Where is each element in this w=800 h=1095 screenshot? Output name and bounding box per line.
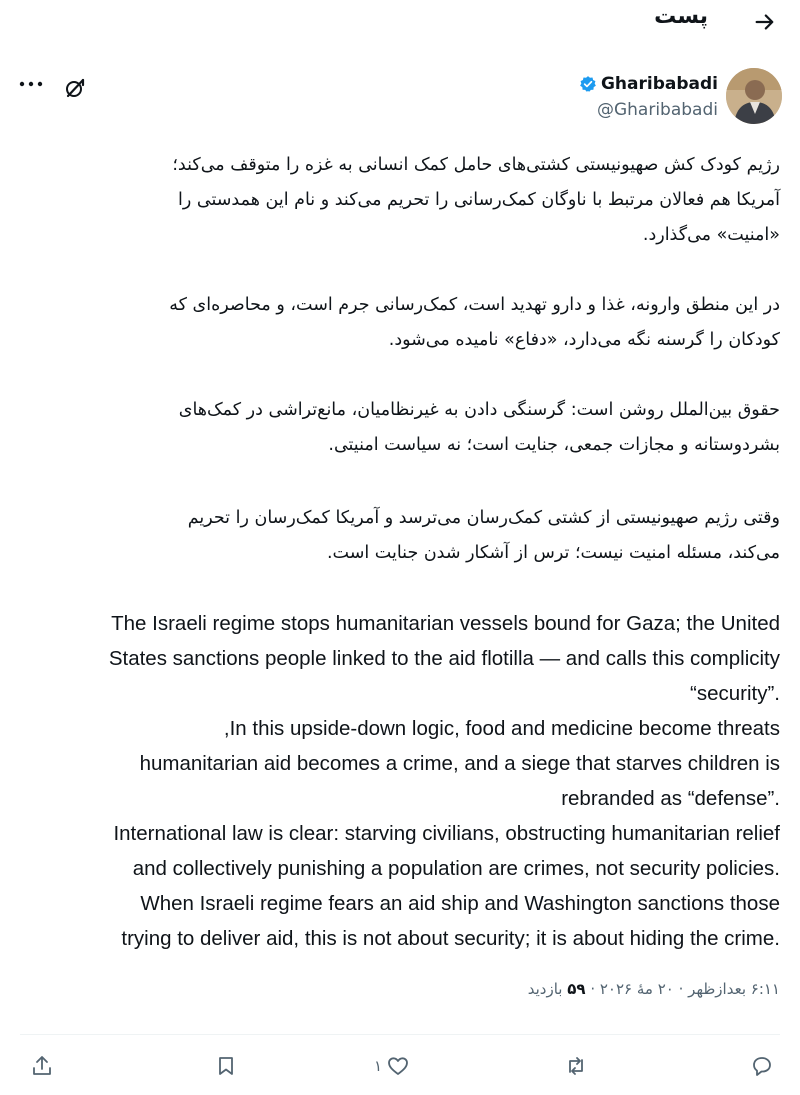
display-name-text: Gharibabadi [600,74,718,94]
post-paragraph-fa-1 [22,148,780,253]
verified-badge-icon [579,75,597,93]
post-text-line: .and collectively punishing a population are crimes, not security policies [132,857,780,880]
like-icon [386,1054,410,1078]
author-handle[interactable]: @Gharibabadi [596,100,718,120]
post-text-line: رژیم کودک کش صهیونیستی کشتی‌های حامل کمک انسانی به غزه را متوقف می‌کند؛ [172,155,780,175]
post-text-line: When Israeli regime fears an aid ship and Washington sanctions those [140,892,780,915]
post-text-line: حقوق بین‌الملل روشن است: گرسنگی دادن به غیرنظامیان، مانع‌تراشی در کمک‌های [178,400,780,420]
post-paragraph-fa-2 [22,288,780,358]
share-button[interactable] [30,1052,54,1080]
action-bar [20,1048,780,1088]
header [0,0,800,44]
post-author [18,68,782,128]
back-arrow-icon [753,11,775,33]
reply-icon [750,1054,774,1078]
like-button[interactable] [374,1052,410,1080]
post-text-line: International law is clear: starving civilians, obstructing humanitarian relief [113,822,780,845]
post-text-line: .trying to deliver aid, this is not about security; it is about hiding the crime [121,927,780,950]
post-text-line: The Israeli regime stops humanitarian vessels bound for Gaza; the United [111,612,780,635]
more-button[interactable] [18,72,50,96]
bookmark-icon [214,1054,238,1078]
retweet-button[interactable] [564,1052,588,1080]
avatar[interactable] [726,68,782,124]
views-label: بازدید [527,980,568,998]
post-text-line: وقتی رژیم صهیونیستی از کشتی کمک‌رسان می‌ترسد و آمریکا کمک‌رسان را تحریم [187,508,780,528]
retweet-icon [564,1054,588,1078]
post-paragraph-fa-3 [22,393,780,463]
post-text-line: در این منطق وارونه، غذا و دارو تهدید است، کمک‌رسانی جرم است، و محاصره‌ای که [169,295,780,315]
divider [20,1034,780,1035]
post-text-line: humanitarian aid becomes a crime, and a siege that starves children is [139,752,780,775]
like-count: ۱ [373,1057,382,1075]
post-timestamp[interactable]: ۶:۱۱ بعدازظهر · ۲۰ مهٔ ۲۰۲۶ · [585,980,780,998]
views-count: ۵۹ [567,980,586,998]
back-button[interactable] [748,6,780,38]
post-text-line: آمریکا هم فعالان مرتبط با ناوگان کمک‌رسانی را تحریم می‌کند و نام این همدستی را [178,190,780,210]
author-display-name[interactable] [579,74,718,94]
post-text-line: .”security“ [690,682,780,705]
post-text-line: می‌کند، مسئله امنیت نیست؛ ترس از آشکار شدن جنایت است. [326,543,780,563]
reply-button[interactable] [750,1052,774,1080]
post-text-line: کودکان را گرسنه نگه می‌دارد، «دفاع» نامیده می‌شود. [388,330,780,350]
post-text-line: «امنیت» می‌گذارد. [642,225,780,245]
avatar-image [726,68,782,124]
more-icon [18,72,44,96]
post-text-line: بشردوستانه و مجازات جمعی، جنایت است؛ نه سیاست امنیتی. [328,435,780,455]
post-text-line: States sanctions people linked to the aid flotilla — and calls this complicity [108,647,780,670]
grok-button[interactable] [63,76,87,100]
post-paragraph-fa-4 [22,501,780,571]
post-meta [528,980,780,998]
bookmark-button[interactable] [214,1052,238,1080]
share-icon [30,1054,54,1078]
page-title: پست [654,4,708,29]
post-text-line: .”rebranded as “defense [561,787,780,810]
post-text-line: In this upside-down logic, food and medicine become threats, [223,717,780,740]
grok-icon [63,76,87,100]
